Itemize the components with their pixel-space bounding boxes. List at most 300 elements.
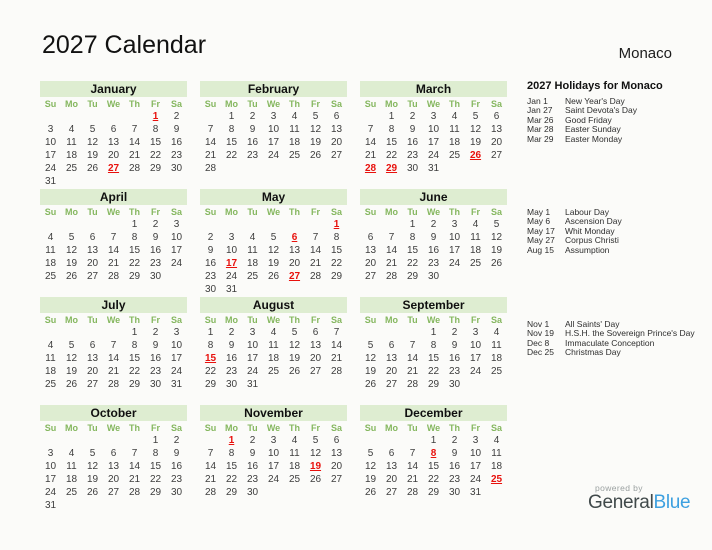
date-cell: 20 (330, 461, 343, 472)
empty-cell (124, 391, 145, 404)
empty-cell (465, 270, 486, 283)
empty-cell (444, 391, 465, 404)
weekday-label: Sa (330, 315, 342, 325)
date-cell: 24 (267, 150, 280, 161)
dates-grid (40, 218, 187, 296)
date-cell: 21 (107, 366, 120, 377)
date-cell: 17 (267, 461, 280, 472)
date-cell: 4 (47, 340, 54, 351)
date-cell: 10 (469, 448, 482, 459)
date-cell: 4 (249, 232, 256, 243)
weekday-label: Sa (490, 207, 502, 217)
empty-cell (402, 326, 423, 339)
date-cell: 24 (267, 474, 280, 485)
date-cell: 5 (493, 219, 500, 230)
weekday-label: Fr (311, 315, 320, 325)
date-cell: 14 (128, 461, 141, 472)
date-cell: 11 (470, 232, 481, 243)
month-title: December (360, 405, 507, 421)
weekday-label: Tu (87, 99, 98, 109)
weekday-row (200, 205, 347, 218)
date-cell: 13 (330, 448, 343, 459)
empty-cell (103, 218, 124, 231)
empty-cell (284, 499, 305, 512)
empty-cell (242, 499, 263, 512)
empty-cell (82, 110, 103, 123)
empty-cell (444, 162, 465, 175)
date-cell: 13 (330, 124, 343, 135)
holiday-date-cell: 8 (430, 448, 437, 459)
date-cell: 12 (469, 124, 482, 135)
date-cell: 2 (451, 435, 458, 446)
date-cell: 14 (364, 137, 377, 148)
holiday-date-cell: 27 (107, 163, 120, 174)
empty-cell (40, 434, 61, 447)
date-cell: 30 (170, 163, 183, 174)
date-cell: 23 (406, 150, 419, 161)
date-cell: 23 (149, 366, 162, 377)
weekday-label: Mo (385, 99, 398, 109)
weekday-label: Mo (65, 315, 78, 325)
date-cell: 20 (107, 150, 120, 161)
date-cell: 2 (451, 327, 458, 338)
date-cell: 18 (44, 258, 57, 269)
month-block (200, 297, 347, 404)
date-cell: 5 (367, 340, 374, 351)
date-cell: 22 (128, 258, 141, 269)
date-cell: 9 (451, 448, 458, 459)
empty-cell (145, 283, 166, 296)
empty-cell (82, 283, 103, 296)
date-cell: 2 (152, 219, 159, 230)
month-title: May (200, 189, 347, 205)
empty-cell (242, 175, 263, 188)
date-cell: 18 (267, 353, 280, 364)
brand-general: General (588, 492, 654, 513)
holiday-item-name: Whit Monday (565, 225, 615, 236)
date-cell: 10 (267, 124, 280, 135)
date-cell: 14 (330, 340, 343, 351)
weekday-row (360, 421, 507, 434)
weekday-label: Th (129, 423, 140, 433)
date-cell: 17 (448, 245, 461, 256)
holiday-date-cell: 6 (291, 232, 298, 243)
date-cell: 6 (388, 340, 395, 351)
date-cell: 25 (469, 258, 482, 269)
empty-cell (61, 326, 82, 339)
date-cell: 16 (246, 461, 259, 472)
month-block (200, 189, 347, 296)
date-cell: 12 (65, 245, 78, 256)
date-cell: 21 (204, 474, 217, 485)
date-cell: 30 (406, 163, 419, 174)
empty-cell (242, 391, 263, 404)
date-cell: 11 (449, 124, 460, 135)
empty-cell (486, 270, 507, 283)
date-cell: 20 (364, 258, 377, 269)
weekday-label: Fr (311, 423, 320, 433)
weekday-label: Su (204, 207, 217, 217)
month-block (360, 405, 507, 512)
empty-cell (360, 283, 381, 296)
weekday-label: Tu (87, 207, 98, 217)
empty-cell (40, 391, 61, 404)
month-title: March (360, 81, 507, 97)
empty-cell (166, 283, 187, 296)
empty-cell (360, 326, 381, 339)
date-cell: 3 (47, 124, 54, 135)
holiday-item-date: May 27 (527, 235, 555, 246)
empty-cell (402, 499, 423, 512)
weekday-row (200, 313, 347, 326)
brand-wordmark (588, 493, 712, 513)
weekday-label: Sa (170, 315, 182, 325)
dates-grid (200, 110, 347, 188)
empty-cell (166, 499, 187, 512)
date-cell: 6 (312, 327, 319, 338)
empty-cell (145, 175, 166, 188)
date-cell: 14 (107, 353, 120, 364)
date-cell: 11 (268, 340, 279, 351)
date-cell: 27 (309, 366, 322, 377)
weekday-label: We (266, 207, 281, 217)
weekday-label: Mo (65, 423, 78, 433)
date-cell: 16 (448, 461, 461, 472)
date-cell: 18 (490, 353, 503, 364)
holiday-date-cell: 17 (225, 258, 238, 269)
date-cell: 6 (388, 448, 395, 459)
empty-cell (242, 283, 263, 296)
date-cell: 10 (427, 124, 440, 135)
weekday-row (360, 313, 507, 326)
month-title: July (40, 297, 187, 313)
holiday-item-date: May 1 (527, 207, 551, 217)
date-cell: 22 (149, 474, 162, 485)
date-cell: 5 (89, 124, 96, 135)
empty-cell (402, 391, 423, 404)
dates-grid (360, 434, 507, 512)
date-cell: 16 (225, 353, 238, 364)
empty-cell (242, 218, 263, 231)
date-cell: 16 (246, 137, 259, 148)
date-cell: 7 (110, 340, 117, 351)
date-cell: 29 (128, 379, 141, 390)
date-cell: 19 (309, 137, 322, 148)
weekday-label: Th (289, 315, 300, 325)
date-cell: 21 (406, 474, 419, 485)
dates-grid (360, 326, 507, 404)
date-cell: 10 (225, 245, 238, 256)
date-cell: 10 (170, 232, 183, 243)
date-cell: 26 (65, 379, 78, 390)
empty-cell (124, 175, 145, 188)
weekday-label: Fr (151, 315, 160, 325)
holiday-item (527, 135, 712, 144)
date-cell: 23 (246, 150, 259, 161)
holiday-item-date: Mar 26 (527, 114, 554, 125)
date-cell: 21 (128, 474, 141, 485)
date-cell: 4 (493, 435, 500, 446)
empty-cell (284, 175, 305, 188)
date-cell: 6 (493, 111, 500, 122)
weekday-label: Th (449, 99, 460, 109)
date-cell: 7 (131, 448, 138, 459)
weekday-label: Mo (385, 207, 398, 217)
month-title: September (360, 297, 507, 313)
date-cell: 29 (406, 271, 419, 282)
date-cell: 2 (173, 435, 180, 446)
empty-cell (326, 283, 347, 296)
weekday-label: Fr (311, 207, 320, 217)
empty-cell (103, 326, 124, 339)
date-cell: 3 (47, 448, 54, 459)
month-title: June (360, 189, 507, 205)
date-cell: 1 (430, 435, 437, 446)
holiday-item (527, 236, 712, 245)
date-cell: 15 (427, 461, 440, 472)
empty-cell (263, 391, 284, 404)
date-cell: 4 (291, 111, 298, 122)
holiday-item-name: Corpus Christi (565, 235, 619, 246)
date-cell: 2 (173, 111, 180, 122)
date-cell: 30 (246, 487, 259, 498)
date-cell: 23 (170, 150, 183, 161)
weekday-row (360, 97, 507, 110)
weekday-label: Th (289, 423, 300, 433)
empty-cell (82, 434, 103, 447)
empty-cell (486, 283, 507, 296)
weekday-row (40, 205, 187, 218)
date-cell: 28 (406, 379, 419, 390)
date-cell: 25 (246, 271, 259, 282)
date-cell: 21 (385, 258, 398, 269)
empty-cell (61, 218, 82, 231)
holiday-item-date: Aug 15 (527, 244, 554, 255)
empty-cell (284, 486, 305, 499)
date-cell: 18 (246, 258, 259, 269)
date-cell: 7 (131, 124, 138, 135)
holiday-item-date: Dec 8 (527, 337, 550, 348)
date-cell: 11 (45, 353, 56, 364)
holiday-item-name: Saint Devota's Day (565, 105, 638, 116)
date-cell: 24 (469, 366, 482, 377)
empty-cell (221, 162, 242, 175)
date-cell: 31 (427, 163, 440, 174)
weekday-label: Th (129, 99, 140, 109)
weekday-row (40, 313, 187, 326)
date-cell: 19 (469, 137, 482, 148)
date-cell: 24 (170, 258, 183, 269)
empty-cell (61, 110, 82, 123)
date-cell: 9 (152, 232, 159, 243)
weekday-label: Th (449, 423, 460, 433)
date-cell: 6 (89, 340, 96, 351)
date-cell: 16 (170, 137, 183, 148)
weekday-label: We (106, 423, 121, 433)
empty-cell (284, 218, 305, 231)
date-cell: 12 (364, 461, 377, 472)
generalblue-logo[interactable] (588, 483, 712, 513)
date-cell: 13 (364, 245, 377, 256)
weekday-label: We (426, 207, 441, 217)
date-cell: 16 (149, 245, 162, 256)
date-cell: 10 (44, 461, 57, 472)
date-cell: 5 (68, 232, 75, 243)
holiday-item-name: H.S.H. the Sovereign Prince's Day (565, 328, 695, 339)
holidays-panel (527, 80, 712, 358)
date-cell: 8 (152, 124, 159, 135)
empty-cell (465, 391, 486, 404)
weekday-label: Th (129, 207, 140, 217)
date-cell: 25 (65, 487, 78, 498)
empty-cell (402, 175, 423, 188)
date-cell: 31 (225, 284, 238, 295)
date-cell: 6 (333, 435, 340, 446)
date-cell: 10 (448, 232, 461, 243)
empty-cell (103, 283, 124, 296)
date-cell: 11 (247, 245, 258, 256)
dates-grid (200, 218, 347, 296)
date-cell: 15 (225, 137, 238, 148)
weekday-label: Th (289, 207, 300, 217)
empty-cell (103, 391, 124, 404)
weekday-label: Tu (407, 315, 418, 325)
empty-cell (82, 218, 103, 231)
date-cell: 8 (409, 232, 416, 243)
date-cell: 8 (388, 124, 395, 135)
date-cell: 20 (86, 366, 99, 377)
date-cell: 13 (490, 124, 503, 135)
empty-cell (284, 162, 305, 175)
date-cell: 20 (107, 474, 120, 485)
weekday-label: We (266, 315, 281, 325)
date-cell: 2 (152, 327, 159, 338)
empty-cell (423, 175, 444, 188)
date-cell: 30 (170, 487, 183, 498)
date-cell: 25 (490, 366, 503, 377)
weekday-label: Mo (385, 315, 398, 325)
weekday-label: Tu (87, 315, 98, 325)
weekday-label: Fr (471, 315, 480, 325)
date-cell: 3 (472, 435, 479, 446)
holiday-group-1 (527, 97, 712, 144)
holiday-item-date: Jan 1 (527, 96, 548, 106)
month-title: October (40, 405, 187, 421)
empty-cell (305, 283, 326, 296)
date-cell: 8 (333, 232, 340, 243)
date-cell: 4 (291, 435, 298, 446)
date-cell: 29 (128, 271, 141, 282)
empty-cell (200, 110, 221, 123)
weekday-label: We (106, 99, 121, 109)
weekday-label: Mo (225, 99, 238, 109)
weekday-label: Fr (471, 207, 480, 217)
date-cell: 17 (427, 137, 440, 148)
date-cell: 28 (309, 271, 322, 282)
date-cell: 5 (367, 448, 374, 459)
date-cell: 4 (472, 219, 479, 230)
date-cell: 22 (225, 474, 238, 485)
holiday-item-name: Labour Day (565, 207, 609, 217)
holiday-date-cell: 15 (204, 353, 217, 364)
date-cell: 13 (385, 353, 398, 364)
date-cell: 24 (469, 474, 482, 485)
date-cell: 27 (86, 271, 99, 282)
date-cell: 12 (86, 137, 99, 148)
date-cell: 28 (406, 487, 419, 498)
empty-cell (284, 378, 305, 391)
date-cell: 13 (288, 245, 301, 256)
empty-cell (221, 218, 242, 231)
date-cell: 21 (107, 258, 120, 269)
weekday-label: Fr (151, 99, 160, 109)
date-cell: 13 (86, 353, 99, 364)
empty-cell (61, 283, 82, 296)
date-cell: 27 (490, 150, 503, 161)
date-cell: 6 (367, 232, 374, 243)
date-cell: 1 (228, 111, 235, 122)
date-cell: 18 (65, 474, 78, 485)
month-title: February (200, 81, 347, 97)
date-cell: 21 (364, 150, 377, 161)
date-cell: 8 (131, 340, 138, 351)
weekday-label: Su (44, 207, 57, 217)
empty-cell (145, 391, 166, 404)
date-cell: 19 (86, 474, 99, 485)
date-cell: 12 (490, 232, 503, 243)
date-cell: 9 (451, 340, 458, 351)
weekday-label: Th (129, 315, 140, 325)
weekday-label: Sa (490, 315, 502, 325)
date-cell: 15 (427, 353, 440, 364)
date-cell: 11 (289, 124, 300, 135)
weekday-label: Tu (407, 99, 418, 109)
date-cell: 1 (152, 435, 159, 446)
date-cell: 7 (367, 124, 374, 135)
date-cell: 14 (309, 245, 322, 256)
weekday-label: Su (204, 423, 217, 433)
weekday-label: Su (364, 423, 377, 433)
date-cell: 4 (47, 232, 54, 243)
date-cell: 11 (66, 461, 77, 472)
date-cell: 3 (472, 327, 479, 338)
date-cell: 12 (65, 353, 78, 364)
holiday-item-date: Mar 29 (527, 133, 554, 144)
date-cell: 19 (490, 245, 503, 256)
empty-cell (486, 391, 507, 404)
date-cell: 21 (309, 258, 322, 269)
holiday-item (527, 106, 712, 115)
weekday-label: Tu (247, 423, 258, 433)
weekday-label: Tu (407, 207, 418, 217)
holiday-item-date: Jan 27 (527, 105, 553, 116)
empty-cell (242, 162, 263, 175)
date-cell: 31 (246, 379, 259, 390)
date-cell: 5 (291, 327, 298, 338)
date-cell: 1 (207, 327, 214, 338)
date-cell: 29 (225, 487, 238, 498)
date-cell: 15 (149, 461, 162, 472)
date-cell: 3 (228, 232, 235, 243)
date-cell: 22 (204, 366, 217, 377)
date-cell: 20 (490, 137, 503, 148)
date-cell: 14 (406, 353, 419, 364)
date-cell: 5 (472, 111, 479, 122)
date-cell: 9 (228, 340, 235, 351)
date-cell: 28 (107, 379, 120, 390)
empty-cell (360, 218, 381, 231)
months-grid (40, 81, 507, 512)
